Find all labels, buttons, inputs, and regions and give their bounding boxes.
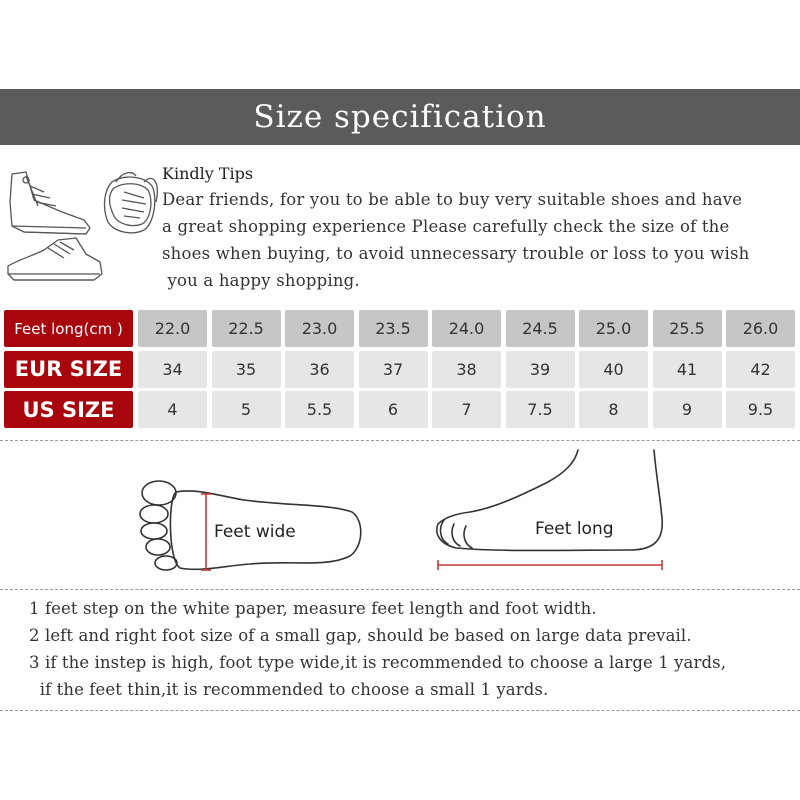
eur-size-cell: 34 [138,351,207,388]
eur-size-cell: 42 [726,351,795,388]
big-toe [142,481,176,505]
eur-size-header: EUR SIZE [4,351,133,388]
tips-line: Dear friends, for you to be able to buy very suitable shoes and have [162,190,743,209]
note-line: 1 feet step on the white paper, measure feet length and foot width. [29,599,597,618]
us-size-cell: 9 [653,391,722,428]
page-title-bar [0,89,800,145]
us-size-cell: 5.5 [285,391,354,428]
eur-size-row [4,351,798,388]
feet-long-label: Feet long [535,519,614,539]
note-line: if the feet thin,it is recommended to choose a small 1 yards. [29,680,549,699]
measurement-notes [29,595,799,703]
us-size-cell: 5 [212,391,281,428]
feet-long-cell: 24.0 [432,310,501,347]
divider [0,589,800,590]
feet-long-cell: 26.0 [726,310,795,347]
feet-long-cell: 23.0 [285,310,354,347]
size-chart-table [4,310,798,432]
us-size-header: US SIZE [4,391,133,428]
note-line: 3 if the instep is high, foot type wide,it is recommended to choose a large 1 yards, [29,653,727,672]
us-size-cell: 6 [359,391,428,428]
toe [141,523,167,539]
eur-size-cell: 37 [359,351,428,388]
eur-size-cell: 39 [506,351,575,388]
kindly-tips [162,162,792,294]
feet-long-cell: 23.5 [359,310,428,347]
feet-long-cell: 22.0 [138,310,207,347]
tips-line: shoes when buying, to avoid unnecessary trouble or loss to you wish [162,244,750,263]
tips-title: Kindly Tips [162,164,254,183]
toe [140,505,168,523]
foot-measurement-diagram [0,443,800,588]
eur-size-cell: 36 [285,351,354,388]
toe [146,539,170,555]
divider [0,440,800,441]
feet-wide-label: Feet wide [214,522,296,542]
sneakers-illustration [4,162,160,292]
feet-long-header: Feet long(cm ) [4,310,133,347]
page-title: Size specification [253,99,547,135]
us-size-cell: 9.5 [726,391,795,428]
note-line: 2 left and right foot size of a small gap, should be based on large data prevail. [29,626,692,645]
feet-long-cell: 24.5 [506,310,575,347]
us-size-cell: 7 [432,391,501,428]
us-size-cell: 8 [579,391,648,428]
feet-long-row [4,310,798,347]
feet-long-cell: 25.5 [653,310,722,347]
us-size-cell: 7.5 [506,391,575,428]
us-size-cell: 4 [138,391,207,428]
feet-long-cell: 22.5 [212,310,281,347]
eur-size-cell: 38 [432,351,501,388]
feet-long-cell: 25.0 [579,310,648,347]
tips-line: a great shopping experience Please carefully check the size of the [162,217,730,236]
divider [0,710,800,711]
eur-size-cell: 40 [579,351,648,388]
eur-size-cell: 41 [653,351,722,388]
us-size-row [4,391,798,428]
little-toe [155,556,177,570]
tips-line: you a happy shopping. [162,271,360,290]
eur-size-cell: 35 [212,351,281,388]
